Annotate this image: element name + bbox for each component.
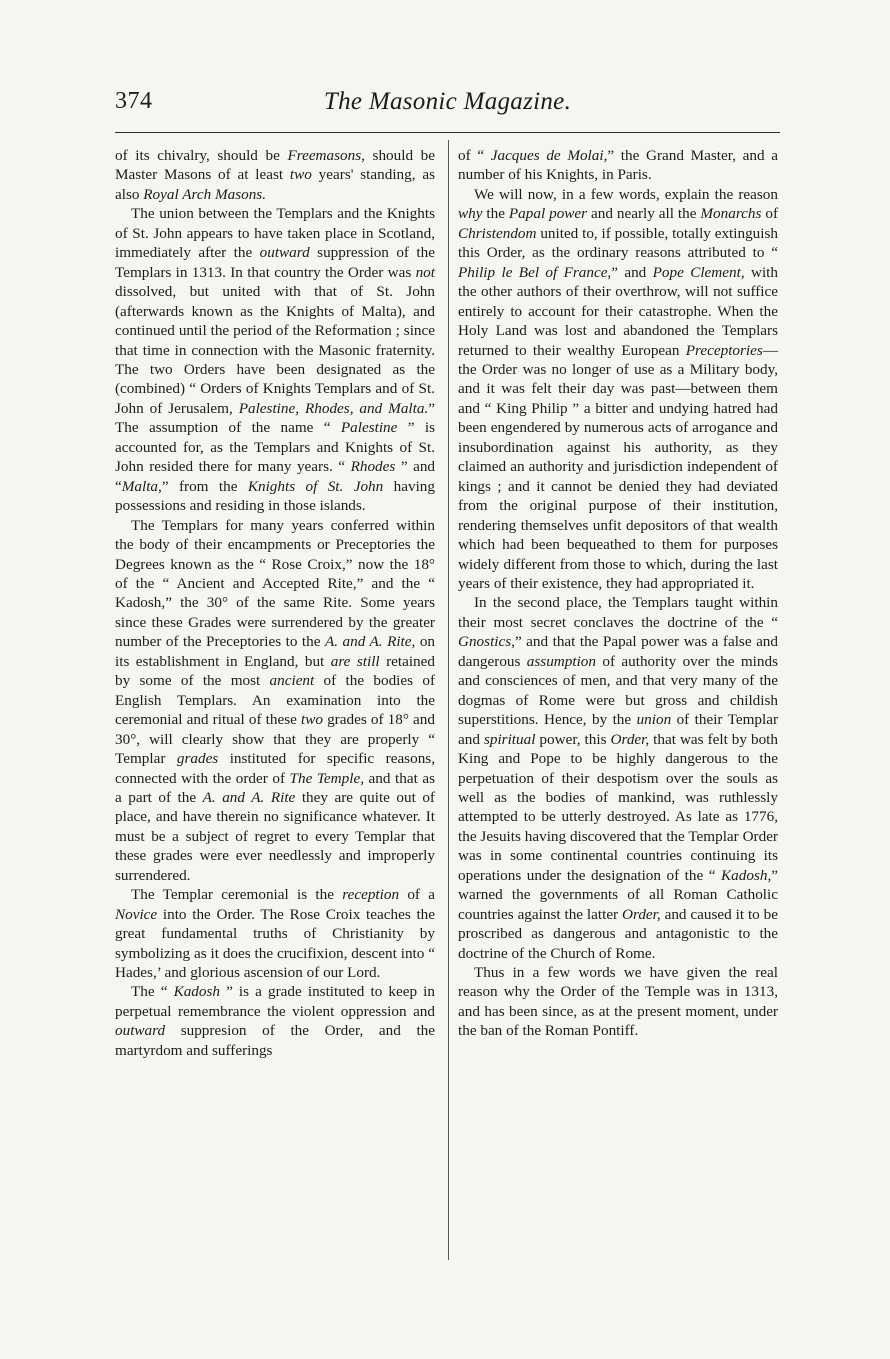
text-run: The union between the Templars and the Knights of St. John appears to have taken place in Scotland, immediately after the <box>115 205 435 262</box>
text-run: ” warned the governments of all Roman Catholic countries against the latter <box>458 866 778 923</box>
italic-text: Malta, <box>121 477 162 495</box>
italic-text: Preceptories <box>685 341 763 359</box>
text-run: and caused it to be proscribed as dangerous and antagonistic to the doctrine of the Church of Rome. <box>458 905 778 962</box>
italic-text: why <box>458 205 483 223</box>
text-run: they are quite out of place, and have therein no significance whatever. It must be a subject of regret to every Templar that these grades were ever needlessly and improperly surrendered. <box>115 788 435 884</box>
text-run: power, this <box>535 730 611 748</box>
paragraph <box>458 185 778 594</box>
text-run: of authority over the minds and consciences of men, and that very many of the dogmas of Rome were but gross and childish superstitions. Hence, by the <box>458 652 779 729</box>
column-divider <box>448 140 449 1260</box>
text-run: of <box>761 205 779 223</box>
italic-text: two <box>301 711 323 729</box>
text-run: ” The assumption of the name “ <box>115 399 435 437</box>
italic-text: two <box>289 166 312 184</box>
italic-text: Freemasons, <box>287 147 365 164</box>
text-run: of a <box>399 886 435 904</box>
running-title: The Masonic Magazine. <box>323 88 572 115</box>
page-number: 374 <box>115 88 153 114</box>
italic-text: union <box>636 711 672 729</box>
text-run: on its establishment in England, but <box>115 633 436 670</box>
text-run: The Templars for many years conferred within the body of their encampments or Preceptories the Degrees known as the “ Rose Croix,” now the 18° of the “ Ancient and Accepted Rite,” and the “ Kadosh,” the 30° of the same Rite. Some years since these Grades were surrendered by the greater number of the Preceptories to the <box>115 516 435 651</box>
text-run: of the bodies of English Templars. An examination into the ceremonial and ritual of these <box>115 672 435 729</box>
header-rule <box>115 132 780 133</box>
italic-text: outward <box>259 244 310 262</box>
italic-text: Papal power <box>508 205 588 223</box>
italic-text: A. and A. Rite <box>202 788 296 806</box>
text-run: and that as a part of the <box>115 769 435 806</box>
text-run: In the second place, the Templars taught within their most secret conclaves the doctrine of the “ <box>458 594 778 631</box>
text-run: and nearly all the <box>587 205 701 223</box>
paragraph <box>115 885 435 982</box>
italic-text: grades <box>176 750 219 768</box>
page-header <box>115 88 780 128</box>
text-run: with the other authors of their overthrow, will not suffice entirely to account for their catastrophe. When the Holy Land was lost and abandoned the Templars returned to their wealthy European <box>458 263 778 359</box>
italic-text: Knights of St. John <box>247 477 384 495</box>
italic-text: reception <box>342 886 400 904</box>
text-run: ” is accounted for, as the Templars and Knights of St. John resided there for many years. “ <box>115 419 436 476</box>
paragraph <box>458 146 778 185</box>
right-column <box>458 146 778 1041</box>
italic-text: Order, <box>610 730 650 748</box>
text-run: of its chivalry, should be <box>115 147 288 164</box>
text-run: suppression of the Templars in 1313. In that country the Order was <box>115 244 435 281</box>
text-run: ” and <box>611 263 653 281</box>
italic-text: assumption <box>526 652 596 670</box>
text-run: dissolved, but united with that of St. John (afterwards known as the Knights of Malta), and continued until the period of the Reformation ; since that time in connection with the Masonic fraternity. The two Orders have been designated as the (combined) “ Orders of Knights Templars and of St. John of Jerusalem, <box>115 283 435 417</box>
text-run: Thus in a few words we have given the real reason why the Order of the Temple was in 1313, and has been since, as at the present moment, under the ban of the Roman Pontiff. <box>458 964 778 1040</box>
paragraph <box>115 146 435 204</box>
text-run: united to, if possible, totally extinguish this Order, as the ordinary reasons attributed to “ <box>458 224 778 262</box>
text-run: years' standing, as also <box>115 166 435 203</box>
text-run: ” the Grand Master, and a number of his Knights, in Paris. <box>458 147 778 184</box>
italic-text: spiritual <box>483 730 536 748</box>
italic-text: ancient <box>269 672 315 690</box>
paragraph <box>115 204 435 515</box>
paragraph <box>115 516 435 886</box>
text-run: retained by some of the most <box>115 652 435 690</box>
italic-text: Rhodes <box>350 458 396 476</box>
text-run: of their Templar and <box>458 711 779 748</box>
italic-text: Pope Clement, <box>652 263 745 281</box>
text-run: the <box>482 205 509 223</box>
paragraph <box>458 593 778 963</box>
italic-text: not <box>415 263 435 281</box>
italic-text: Royal Arch Masons. <box>143 185 267 203</box>
italic-text: Palestine, Rhodes, and Malta. <box>238 399 429 417</box>
text-run: suppresion of the Order, and the martyrdom and sufferings <box>115 1022 435 1059</box>
italic-text: Order, <box>622 905 661 923</box>
italic-text: Christendom <box>458 224 537 242</box>
italic-text: Jacques de Molai, <box>490 147 608 164</box>
italic-text: Novice <box>115 905 158 923</box>
text-run: ” from the <box>161 477 248 495</box>
paragraph <box>115 982 435 1060</box>
text-run: The “ <box>131 983 174 1001</box>
italic-text: Palestine <box>340 419 398 437</box>
italic-text: Monarchs <box>700 205 762 223</box>
italic-text: The Temple, <box>289 769 364 787</box>
text-run: that was felt by both King and Pope to be highly dangerous to the perpetuation of their despotism over the souls as well as the bodies of mankind, was ruthlessly attempted to be utterly destroyed. As late as 1776, the Jesuits having discovered that the Templar Order was in some continental countries continuing its operations under the designation of the “ <box>458 730 778 884</box>
italic-text: Gnostics, <box>458 633 515 651</box>
text-run: instituted for specific reasons, connected with the order of <box>115 750 435 787</box>
text-run: The Templar ceremonial is the <box>131 886 343 904</box>
text-run: ” and that the Papal power was a false and dangerous <box>458 633 778 670</box>
italic-text: Kadosh, <box>721 866 772 884</box>
paragraph <box>458 963 778 1041</box>
text-run: We will now, in a few words, explain the reason <box>474 185 778 203</box>
text-run: of “ <box>458 147 491 164</box>
text-run: —the Order was no longer of use as a Military body, and it was felt their day was past—between them and “ King Philip ” a bitter and undying hatred had been engendered by numerous acts of arrogance and insubordination against his authority, as they claimed an authority and jurisdiction independent of kings ; and it cannot be denied they had deviated from the original purpose of their institution, rendering themselves unfit depositors of that wealth which had been bequeathed to them for purposes widely different from those to which, during the last years of their existence, they had appropriated it. <box>458 341 778 592</box>
italic-text: outward <box>115 1022 166 1040</box>
italic-text: are still <box>330 652 380 670</box>
text-run: ” is a grade instituted to keep in perpetual remembrance the violent oppression and <box>115 983 435 1020</box>
text-run: should be Master Masons of at least <box>115 147 435 184</box>
left-column <box>115 146 435 1060</box>
italic-text: A. and A. Rite, <box>324 633 416 651</box>
text-run: ” and “ <box>115 458 436 495</box>
text-run: into the Order. The Rose Croix teaches the great fundamental truths of Christianity by symbolizing as it does the crucifixion, descent into “ Hades,’ and glorious ascension of our Lord. <box>115 905 435 982</box>
italic-text: Kadosh <box>173 983 220 1001</box>
text-run: grades of 18° and 30°, will clearly show that they are properly “ Templar <box>115 711 435 768</box>
text-run: having possessions and residing in those islands. <box>115 477 435 515</box>
italic-text: Philip le Bel of France, <box>458 263 612 281</box>
